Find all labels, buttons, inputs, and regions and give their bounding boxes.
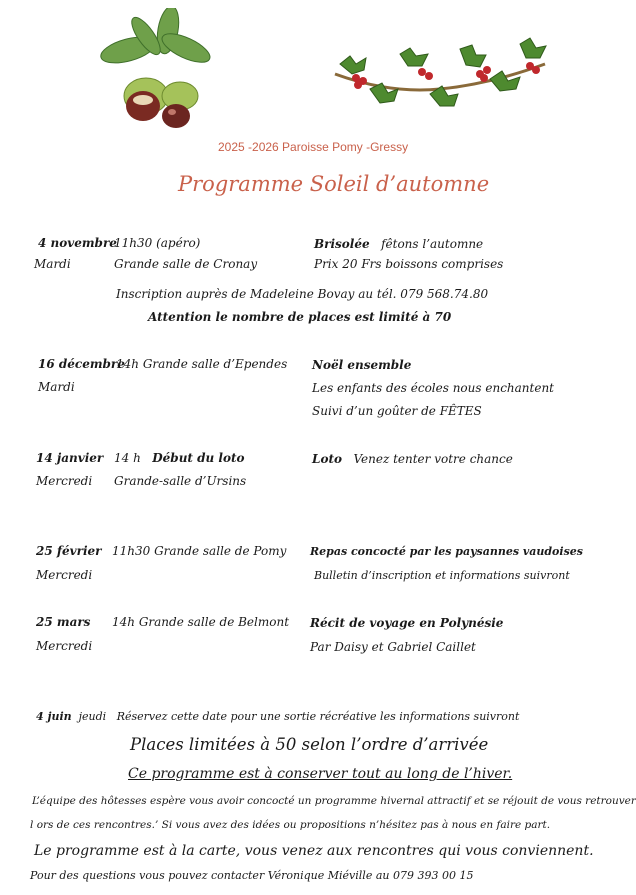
event-detail: Prix 20 Frs boissons comprises: [314, 257, 504, 271]
event-title: Repas concocté par les paysannes vaudoises: [310, 545, 583, 558]
event-time: [114, 451, 245, 465]
places-note: Places limitées à 50 selon l’ordre d’arrivée: [130, 735, 489, 754]
event-day: Mercredi: [36, 639, 93, 653]
event-day: Mercredi: [36, 474, 93, 488]
event-day: Mardi: [34, 257, 71, 271]
event-date: 16 décembre: [38, 357, 125, 371]
event-date: 14 janvier: [36, 451, 104, 465]
info-paragraph-line: L’équipe des hôtesses espère vous avoir concocté un programme hivernal attractif et se réjouit de vous retrouver: [32, 795, 636, 807]
june-text: Réservez cette date pour une sortie récréative les informations suivront: [116, 710, 520, 723]
header-subtitle: 2025 -2026 Paroisse Pomy -Gressy: [218, 140, 409, 154]
event-time: 11h30 Grande salle de Pomy: [112, 544, 287, 558]
event-time: 14h Grande salle de Belmont: [112, 615, 290, 629]
event-detail: Les enfants des écoles nous enchantent: [312, 381, 554, 395]
inscription-note: Inscription auprès de Madeleine Bovay au tél. 079 568.74.80: [116, 287, 489, 301]
keep-note: Ce programme est à conserver tout au long de l’hiver.: [128, 766, 513, 782]
event-title-bold: Brisolée: [314, 237, 370, 251]
event-day: Mardi: [38, 380, 75, 394]
event-time: 14h Grande salle d’Ependes: [116, 357, 288, 371]
event-title-rest: fêtons l’automne: [381, 237, 484, 251]
event-time: 11h30 (apéro): [114, 236, 201, 250]
event-title: Noël ensemble: [312, 358, 412, 372]
event-day: Mercredi: [36, 568, 93, 582]
event-title-bold: Loto: [312, 452, 342, 466]
event-title: [312, 452, 513, 466]
event-time-bold: Début du loto: [152, 451, 245, 465]
event-detail: Bulletin d’inscription et informations suivront: [314, 569, 570, 582]
attention-note: Attention le nombre de places est limité à 70: [148, 310, 452, 324]
event-place: Grande salle de Cronay: [114, 257, 258, 271]
event-place: Grande-salle d’Ursins: [114, 474, 247, 488]
chestnut-illustration: [98, 8, 216, 133]
event-title: Récit de voyage en Polynésie: [310, 616, 504, 630]
contact-note: Pour des questions vous pouvez contacter Véronique Miéville au 079 393 00 15: [30, 869, 474, 882]
event-date: 25 mars: [36, 615, 91, 629]
june-date: 4 juin: [36, 710, 72, 723]
event-detail: Par Daisy et Gabriel Caillet: [310, 640, 476, 654]
holly-illustration: [330, 34, 550, 116]
carte-note: Le programme est à la carte, vous venez aux rencontres qui vous conviennent.: [34, 843, 594, 859]
event-title: [314, 237, 483, 251]
event-title-rest: Venez tenter votre chance: [353, 452, 513, 466]
june-day: jeudi: [78, 710, 107, 723]
info-paragraph-line: l ors de ces rencontres.’ Si vous avez des idées ou propositions n’hésitez pas à nous en faire part.: [30, 819, 551, 831]
page-title: Programme Soleil d’automne: [178, 172, 490, 196]
event-date: 25 février: [36, 544, 102, 558]
june-line: [36, 710, 519, 723]
event-detail: Suivi d’un goûter de FÊTES: [312, 404, 482, 418]
event-date: 4 novembre: [38, 236, 117, 250]
event-time-text: 14 h: [114, 451, 141, 465]
